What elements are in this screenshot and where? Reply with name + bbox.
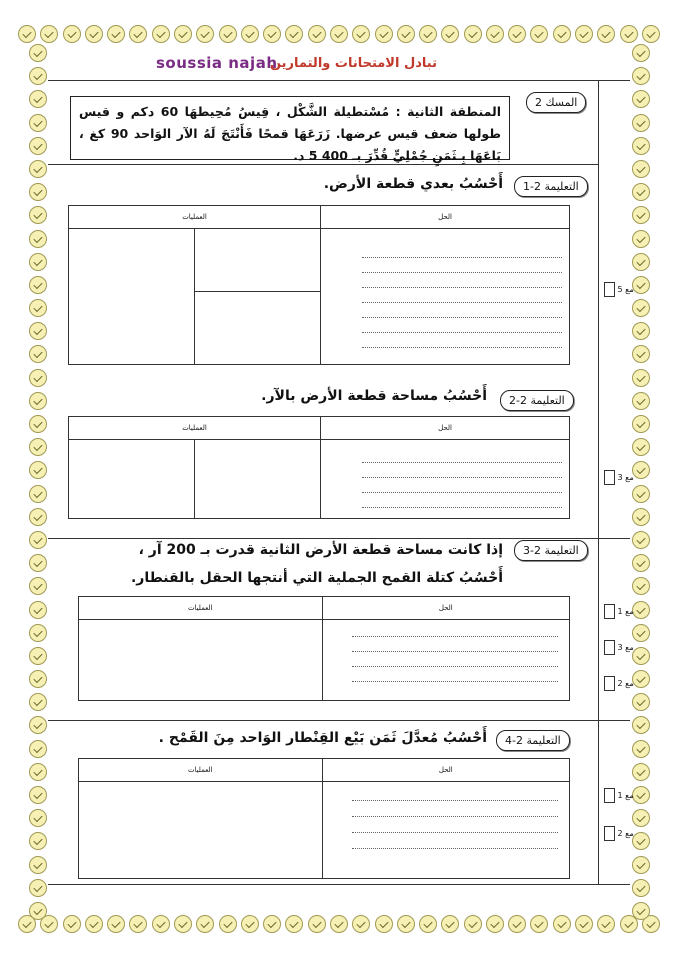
border-bead — [632, 809, 650, 827]
grade-text: مع 2 — [617, 679, 634, 688]
border-bead — [632, 670, 650, 688]
border-bead — [375, 25, 393, 43]
border-bead — [29, 415, 47, 433]
answer-line[interactable] — [362, 257, 562, 258]
task-2-label: التعليمة 2-2 — [500, 390, 574, 411]
border-bead — [29, 670, 47, 688]
top-divider — [48, 80, 630, 81]
answer-line[interactable] — [362, 302, 562, 303]
border-bead — [29, 67, 47, 85]
grade-box[interactable] — [604, 640, 615, 655]
grade-text: مع 1 — [617, 791, 634, 800]
border-bead — [632, 879, 650, 897]
task-3-instruction-2: أَحْسُبُ كتلة القمح الجملية التي أنتجها الحقل بالقنطار. — [130, 570, 503, 586]
operations-area[interactable] — [195, 229, 321, 292]
border-bead — [29, 183, 47, 201]
border-bead — [632, 485, 650, 503]
answer-line[interactable] — [352, 651, 558, 652]
border-bottom — [18, 912, 660, 936]
border-bead — [419, 25, 437, 43]
grade-marker — [604, 640, 634, 655]
border-bead — [330, 25, 348, 43]
border-bead — [632, 438, 650, 456]
border-bead — [107, 25, 125, 43]
grade-box[interactable] — [604, 282, 615, 297]
solution-area[interactable] — [322, 620, 569, 701]
border-bead — [632, 763, 650, 781]
border-bead — [129, 25, 147, 43]
border-bead — [29, 392, 47, 410]
grade-box[interactable] — [604, 826, 615, 841]
border-bead — [241, 25, 259, 43]
grade-box[interactable] — [604, 676, 615, 691]
border-bead — [632, 137, 650, 155]
problem-statement: المنطقة الثانية : مُسْتطيلة الشَّكْل ، قِيسُ مُحِيطهَا 60 دكم و قيس طولها ضعف قيس عرضها. زَرَعَهَا قمحًا فَأَنْتَجَ لَهُ الآر الوَاحد 90 كغ ، بَاعَهَا بِـثَمَنٍ جُمْلِيٍّ قُدِّرَ بـ 400 5 د. — [70, 96, 510, 160]
operations-area[interactable] — [79, 620, 323, 701]
border-bead — [29, 716, 47, 734]
solution-header: الحل — [322, 759, 569, 782]
border-bead — [632, 508, 650, 526]
criterion-label: المسك 2 — [526, 92, 586, 113]
border-bead — [632, 415, 650, 433]
border-bead — [29, 508, 47, 526]
border-bead — [29, 856, 47, 874]
grade-text: مع 3 — [617, 643, 634, 652]
border-bead — [530, 25, 548, 43]
border-bead — [63, 915, 81, 933]
answer-line[interactable] — [352, 832, 558, 833]
task-1-instruction: أَحْسُبُ بعدي قطعة الأرض. — [323, 176, 503, 192]
header-brand: soussia najah — [156, 54, 278, 72]
border-bead — [397, 915, 415, 933]
operations-header: العمليات — [69, 417, 321, 440]
border-bead — [632, 624, 650, 642]
border-bead — [632, 902, 650, 920]
border-bead — [29, 206, 47, 224]
border-bead — [18, 25, 36, 43]
border-bead — [29, 160, 47, 178]
answer-line[interactable] — [362, 492, 562, 493]
border-bead — [441, 25, 459, 43]
border-bead — [308, 915, 326, 933]
border-bead — [308, 25, 326, 43]
task-2-instruction: أَحْسُبُ مساحة قطعة الأرض بالآر. — [261, 388, 487, 404]
border-bead — [632, 461, 650, 479]
task-4-instruction: أَحْسُبُ مُعدَّلَ ثَمَن بَيْع القِنْطار الوَاحد مِنَ القَمْح . — [158, 730, 487, 746]
border-bead — [219, 915, 237, 933]
border-bead — [129, 915, 147, 933]
border-bead — [29, 253, 47, 271]
border-left — [26, 44, 50, 920]
border-bead — [632, 322, 650, 340]
border-bead — [632, 601, 650, 619]
border-bead — [241, 915, 259, 933]
answer-line[interactable] — [362, 347, 562, 348]
border-bead — [632, 786, 650, 804]
border-bead — [85, 915, 103, 933]
grade-text: مع 5 — [617, 285, 634, 294]
task-1-answer-table — [68, 205, 570, 365]
border-bead — [597, 915, 615, 933]
solution-area[interactable] — [322, 782, 569, 879]
answer-line[interactable] — [362, 507, 562, 508]
border-bead — [263, 25, 281, 43]
task-4-answer-table — [78, 758, 570, 879]
border-bead — [642, 25, 660, 43]
border-bead — [29, 902, 47, 920]
border-bead — [441, 915, 459, 933]
border-bead — [29, 786, 47, 804]
border-bead — [632, 114, 650, 132]
border-bead — [196, 915, 214, 933]
border-bead — [285, 915, 303, 933]
border-top — [18, 22, 660, 46]
border-bead — [632, 67, 650, 85]
border-bead — [419, 915, 437, 933]
border-bead — [107, 915, 125, 933]
border-bead — [632, 206, 650, 224]
border-bead — [632, 369, 650, 387]
section-divider-2 — [48, 538, 630, 539]
border-bead — [29, 693, 47, 711]
border-bead — [263, 915, 281, 933]
answer-line[interactable] — [362, 317, 562, 318]
border-bead — [632, 716, 650, 734]
border-bead — [632, 44, 650, 62]
margin-line — [598, 80, 599, 884]
border-bead — [575, 915, 593, 933]
border-bead — [508, 915, 526, 933]
border-bead — [29, 114, 47, 132]
grade-marker — [604, 788, 634, 803]
border-bead — [486, 915, 504, 933]
border-bead — [29, 369, 47, 387]
border-bead — [29, 44, 47, 62]
solution-header: الحل — [322, 597, 569, 620]
grade-marker — [604, 676, 634, 691]
border-bead — [29, 763, 47, 781]
operations-area[interactable] — [69, 440, 195, 519]
border-bead — [632, 392, 650, 410]
border-bead — [632, 832, 650, 850]
border-bead — [375, 915, 393, 933]
border-bead — [174, 25, 192, 43]
solution-area[interactable] — [321, 229, 570, 365]
task-2-answer-table — [68, 416, 570, 519]
border-bead — [29, 832, 47, 850]
border-bead — [29, 345, 47, 363]
answer-line[interactable] — [362, 287, 562, 288]
border-bead — [29, 809, 47, 827]
border-bead — [632, 647, 650, 665]
operations-area[interactable] — [79, 782, 323, 879]
header-title: تبادل الامتحانات والتمارين — [269, 56, 437, 71]
border-bead — [63, 25, 81, 43]
border-bead — [632, 531, 650, 549]
border-bead — [196, 25, 214, 43]
border-bead — [632, 253, 650, 271]
border-bead — [29, 461, 47, 479]
answer-line[interactable] — [352, 636, 558, 637]
operations-area[interactable] — [195, 292, 321, 365]
grade-text: مع 2 — [617, 829, 634, 838]
border-bead — [620, 25, 638, 43]
border-bead — [330, 915, 348, 933]
border-bead — [632, 740, 650, 758]
grade-box[interactable] — [604, 470, 615, 485]
solution-header: الحل — [321, 206, 570, 229]
border-bead — [29, 879, 47, 897]
task-1-label: التعليمة 2-1 — [514, 176, 588, 197]
border-bead — [29, 740, 47, 758]
answer-line[interactable] — [352, 800, 558, 801]
border-bead — [29, 531, 47, 549]
grade-text: مع 3 — [617, 473, 634, 482]
border-bead — [152, 25, 170, 43]
answer-line[interactable] — [362, 477, 562, 478]
border-bead — [285, 25, 303, 43]
answer-line[interactable] — [352, 666, 558, 667]
answer-line[interactable] — [352, 681, 558, 682]
answer-line[interactable] — [362, 332, 562, 333]
border-bead — [575, 25, 593, 43]
border-bead — [632, 856, 650, 874]
border-bead — [632, 345, 650, 363]
border-bead — [29, 485, 47, 503]
border-bead — [29, 322, 47, 340]
border-bead — [29, 137, 47, 155]
operations-header: العمليات — [79, 597, 323, 620]
operations-header: العمليات — [79, 759, 323, 782]
border-bead — [464, 915, 482, 933]
border-bead — [29, 554, 47, 572]
border-bead — [29, 438, 47, 456]
border-bead — [397, 25, 415, 43]
border-bead — [29, 647, 47, 665]
border-bead — [40, 25, 58, 43]
border-bead — [152, 915, 170, 933]
border-bead — [597, 25, 615, 43]
operations-area[interactable] — [69, 229, 195, 365]
border-bead — [174, 915, 192, 933]
task-3-instruction: إذا كانت مساحة قطعة الأرض الثانية قدرت بـ 200 آر ، — [138, 542, 503, 558]
grade-box[interactable] — [604, 788, 615, 803]
grade-box[interactable] — [604, 604, 615, 619]
border-bead — [29, 276, 47, 294]
border-bead — [632, 90, 650, 108]
border-bead — [219, 25, 237, 43]
border-bead — [632, 554, 650, 572]
answer-line[interactable] — [362, 462, 562, 463]
border-bead — [29, 601, 47, 619]
answer-line[interactable] — [352, 848, 558, 849]
border-bead — [486, 25, 504, 43]
border-bead — [632, 299, 650, 317]
operations-area[interactable] — [195, 440, 321, 519]
operations-header: العمليات — [69, 206, 321, 229]
solution-header: الحل — [321, 417, 570, 440]
border-bead — [29, 624, 47, 642]
border-bead — [553, 915, 571, 933]
border-bead — [464, 25, 482, 43]
answer-line[interactable] — [352, 816, 558, 817]
border-bead — [632, 276, 650, 294]
border-bead — [29, 299, 47, 317]
grade-marker — [604, 282, 634, 297]
border-bead — [29, 90, 47, 108]
task-3-answer-table — [78, 596, 570, 701]
border-bead — [352, 25, 370, 43]
border-bead — [530, 915, 548, 933]
grade-text: مع 1 — [617, 607, 634, 616]
border-bead — [632, 230, 650, 248]
border-bead — [508, 25, 526, 43]
bottom-divider — [48, 884, 630, 885]
border-bead — [352, 915, 370, 933]
border-bead — [632, 160, 650, 178]
border-bead — [553, 25, 571, 43]
border-bead — [632, 693, 650, 711]
task-3-label: التعليمة 2-3 — [514, 540, 588, 561]
grade-marker — [604, 470, 634, 485]
border-bead — [29, 577, 47, 595]
border-bead — [632, 577, 650, 595]
grade-marker — [604, 826, 634, 841]
section-divider-3 — [48, 720, 630, 721]
answer-line[interactable] — [362, 272, 562, 273]
border-bead — [632, 183, 650, 201]
border-bead — [85, 25, 103, 43]
task-4-label: التعليمة 2-4 — [496, 730, 570, 751]
border-bead — [29, 230, 47, 248]
grade-marker — [604, 604, 634, 619]
